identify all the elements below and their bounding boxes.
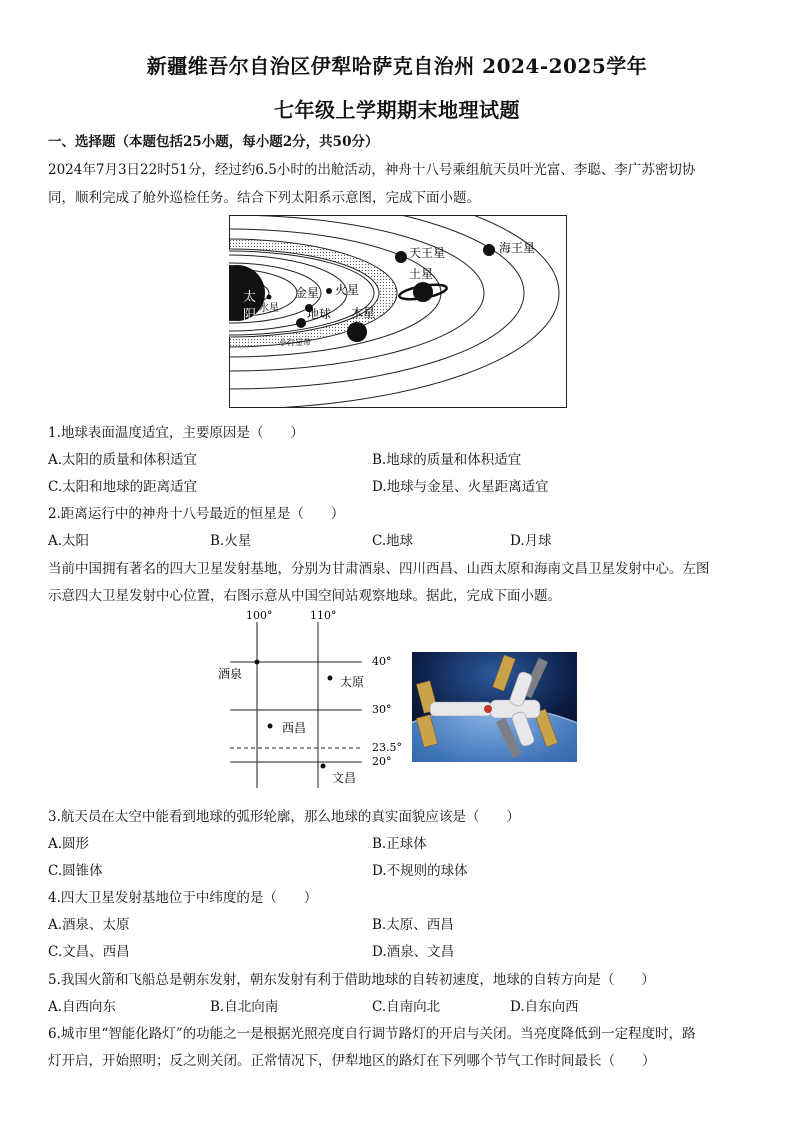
- mercury-dot: [267, 295, 272, 300]
- lon-110-label: 110°: [310, 609, 337, 622]
- mercury-label: 水星: [259, 303, 279, 314]
- q1-option-b: B.地球的质量和体积适宜: [372, 452, 522, 468]
- space-station-photo: [412, 652, 577, 762]
- uranus-dot: [395, 251, 407, 263]
- q3-option-d: D.不规则的球体: [372, 863, 468, 879]
- wenchang-label: 文昌: [332, 771, 357, 785]
- q6-stem-line1: 6.城市里“智能化路灯”的功能之一是根据光照亮度自行调节路灯的开启与关闭。当亮度降低到一定程度时，路: [48, 1026, 696, 1042]
- q3-option-a: A.圆形: [48, 836, 90, 852]
- taiyuan-label: 太原: [340, 675, 365, 689]
- jupiter-dot: [347, 322, 367, 342]
- sun-label-2: 阳: [243, 308, 257, 323]
- launch-site-map: [212, 606, 402, 796]
- intro-paragraph-2b: 示意四大卫星发射中心位置，右图示意从中国空间站观察地球。据此，完成下面小题。: [48, 588, 561, 604]
- q4-stem: 4.四大卫星发射基地位于中纬度的是（ ）: [48, 890, 318, 906]
- q2-option-a: A.太阳: [48, 533, 90, 549]
- q4-option-d: D.酒泉、文昌: [372, 944, 455, 960]
- intro-paragraph-2a: 当前中国拥有著名的四大卫星发射基地，分别为甘肃酒泉、四川西昌、山西太原和海南文昌卫星发射中心。左图: [48, 561, 710, 577]
- lat-30-label: 30°: [372, 703, 392, 716]
- lon-100-label: 100°: [246, 609, 273, 622]
- jiuquan-label: 酒泉: [218, 667, 243, 681]
- solar-system-diagram: [229, 215, 567, 408]
- taiyuan-dot: [328, 676, 333, 681]
- q5-option-c: C.自南向北: [372, 999, 441, 1015]
- section-heading: 一、选择题（本题包括25小题，每小题2分，共50分）: [48, 134, 379, 150]
- q2-option-c: C.地球: [372, 533, 414, 549]
- jiuquan-dot: [255, 660, 260, 665]
- lat-20-label: 20°: [372, 755, 392, 768]
- q1-option-c: C.太阳和地球的距离适宜: [48, 479, 198, 495]
- uranus-label: 天王星: [409, 246, 446, 260]
- q3-stem: 3.航天员在太空中能看到地球的弧形轮廓，那么地球的真实面貌应该是（ ）: [48, 809, 520, 825]
- q2-option-d: D.月球: [510, 533, 552, 549]
- paper-title-line2: 七年级上学期期末地理试题: [274, 98, 520, 122]
- q2-option-b: B.火星: [210, 533, 252, 549]
- lat-40-label: 40°: [372, 655, 392, 668]
- neptune-dot: [483, 244, 495, 256]
- lat-23-5-label: 23.5°: [372, 741, 402, 754]
- q1-stem: 1.地球表面温度适宜，主要原因是（ ）: [48, 425, 304, 441]
- q3-option-b: B.正球体: [372, 836, 427, 852]
- xichang-label: 西昌: [282, 721, 307, 735]
- q4-option-c: C.文昌、西昌: [48, 944, 130, 960]
- jupiter-label: 木星: [351, 306, 376, 320]
- mars-label: 火星: [335, 283, 360, 297]
- saturn-label: 土星: [409, 267, 434, 281]
- asteroid-belt-label: 小行星带: [279, 338, 311, 347]
- q1-option-d: D.地球与金星、火星距离适宜: [372, 479, 549, 495]
- q3-option-c: C.圆锥体: [48, 863, 103, 879]
- q5-option-b: B.自北向南: [210, 999, 279, 1015]
- sun-label-1: 太: [243, 290, 257, 305]
- q6-stem-line2: 灯开启，开始照明；反之则关闭。正常情况下，伊犁地区的路灯在下列哪个节气工作时间最长（ ）: [48, 1053, 656, 1069]
- earth-label: 地球: [307, 307, 332, 321]
- q2-stem: 2.距离运行中的神舟十八号最近的恒星是（ ）: [48, 506, 345, 522]
- mars-dot: [326, 288, 332, 294]
- intro-paragraph-1a: 2024年7月3日22时51分，经过约6.5小时的出舱活动，神舟十八号乘组航天员叶光富、李聪、李广苏密切协: [48, 162, 696, 178]
- neptune-label: 海王星: [499, 241, 536, 255]
- xichang-dot: [268, 724, 273, 729]
- intro-paragraph-1b: 同，顺利完成了舱外巡检任务。结合下列太阳系示意图，完成下面小题。: [48, 190, 480, 206]
- wenchang-dot: [321, 764, 326, 769]
- q5-option-a: A.自西向东: [48, 999, 117, 1015]
- paper-title-line1: 新疆维吾尔自治区伊犁哈萨克自治州 2024-2025学年: [146, 54, 648, 78]
- q4-option-a: A.酒泉、太原: [48, 917, 130, 933]
- q1-option-a: A.太阳的质量和体积适宜: [48, 452, 198, 468]
- q4-option-b: B.太原、西昌: [372, 917, 454, 933]
- q5-stem: 5.我国火箭和飞船总是朝东发射，朝东发射有利于借助地球的自转初速度，地球的自转方向是（ ）: [48, 972, 655, 988]
- earth-dot: [296, 318, 306, 328]
- q5-option-d: D.自东向西: [510, 999, 579, 1015]
- venus-label: 金星: [295, 286, 320, 300]
